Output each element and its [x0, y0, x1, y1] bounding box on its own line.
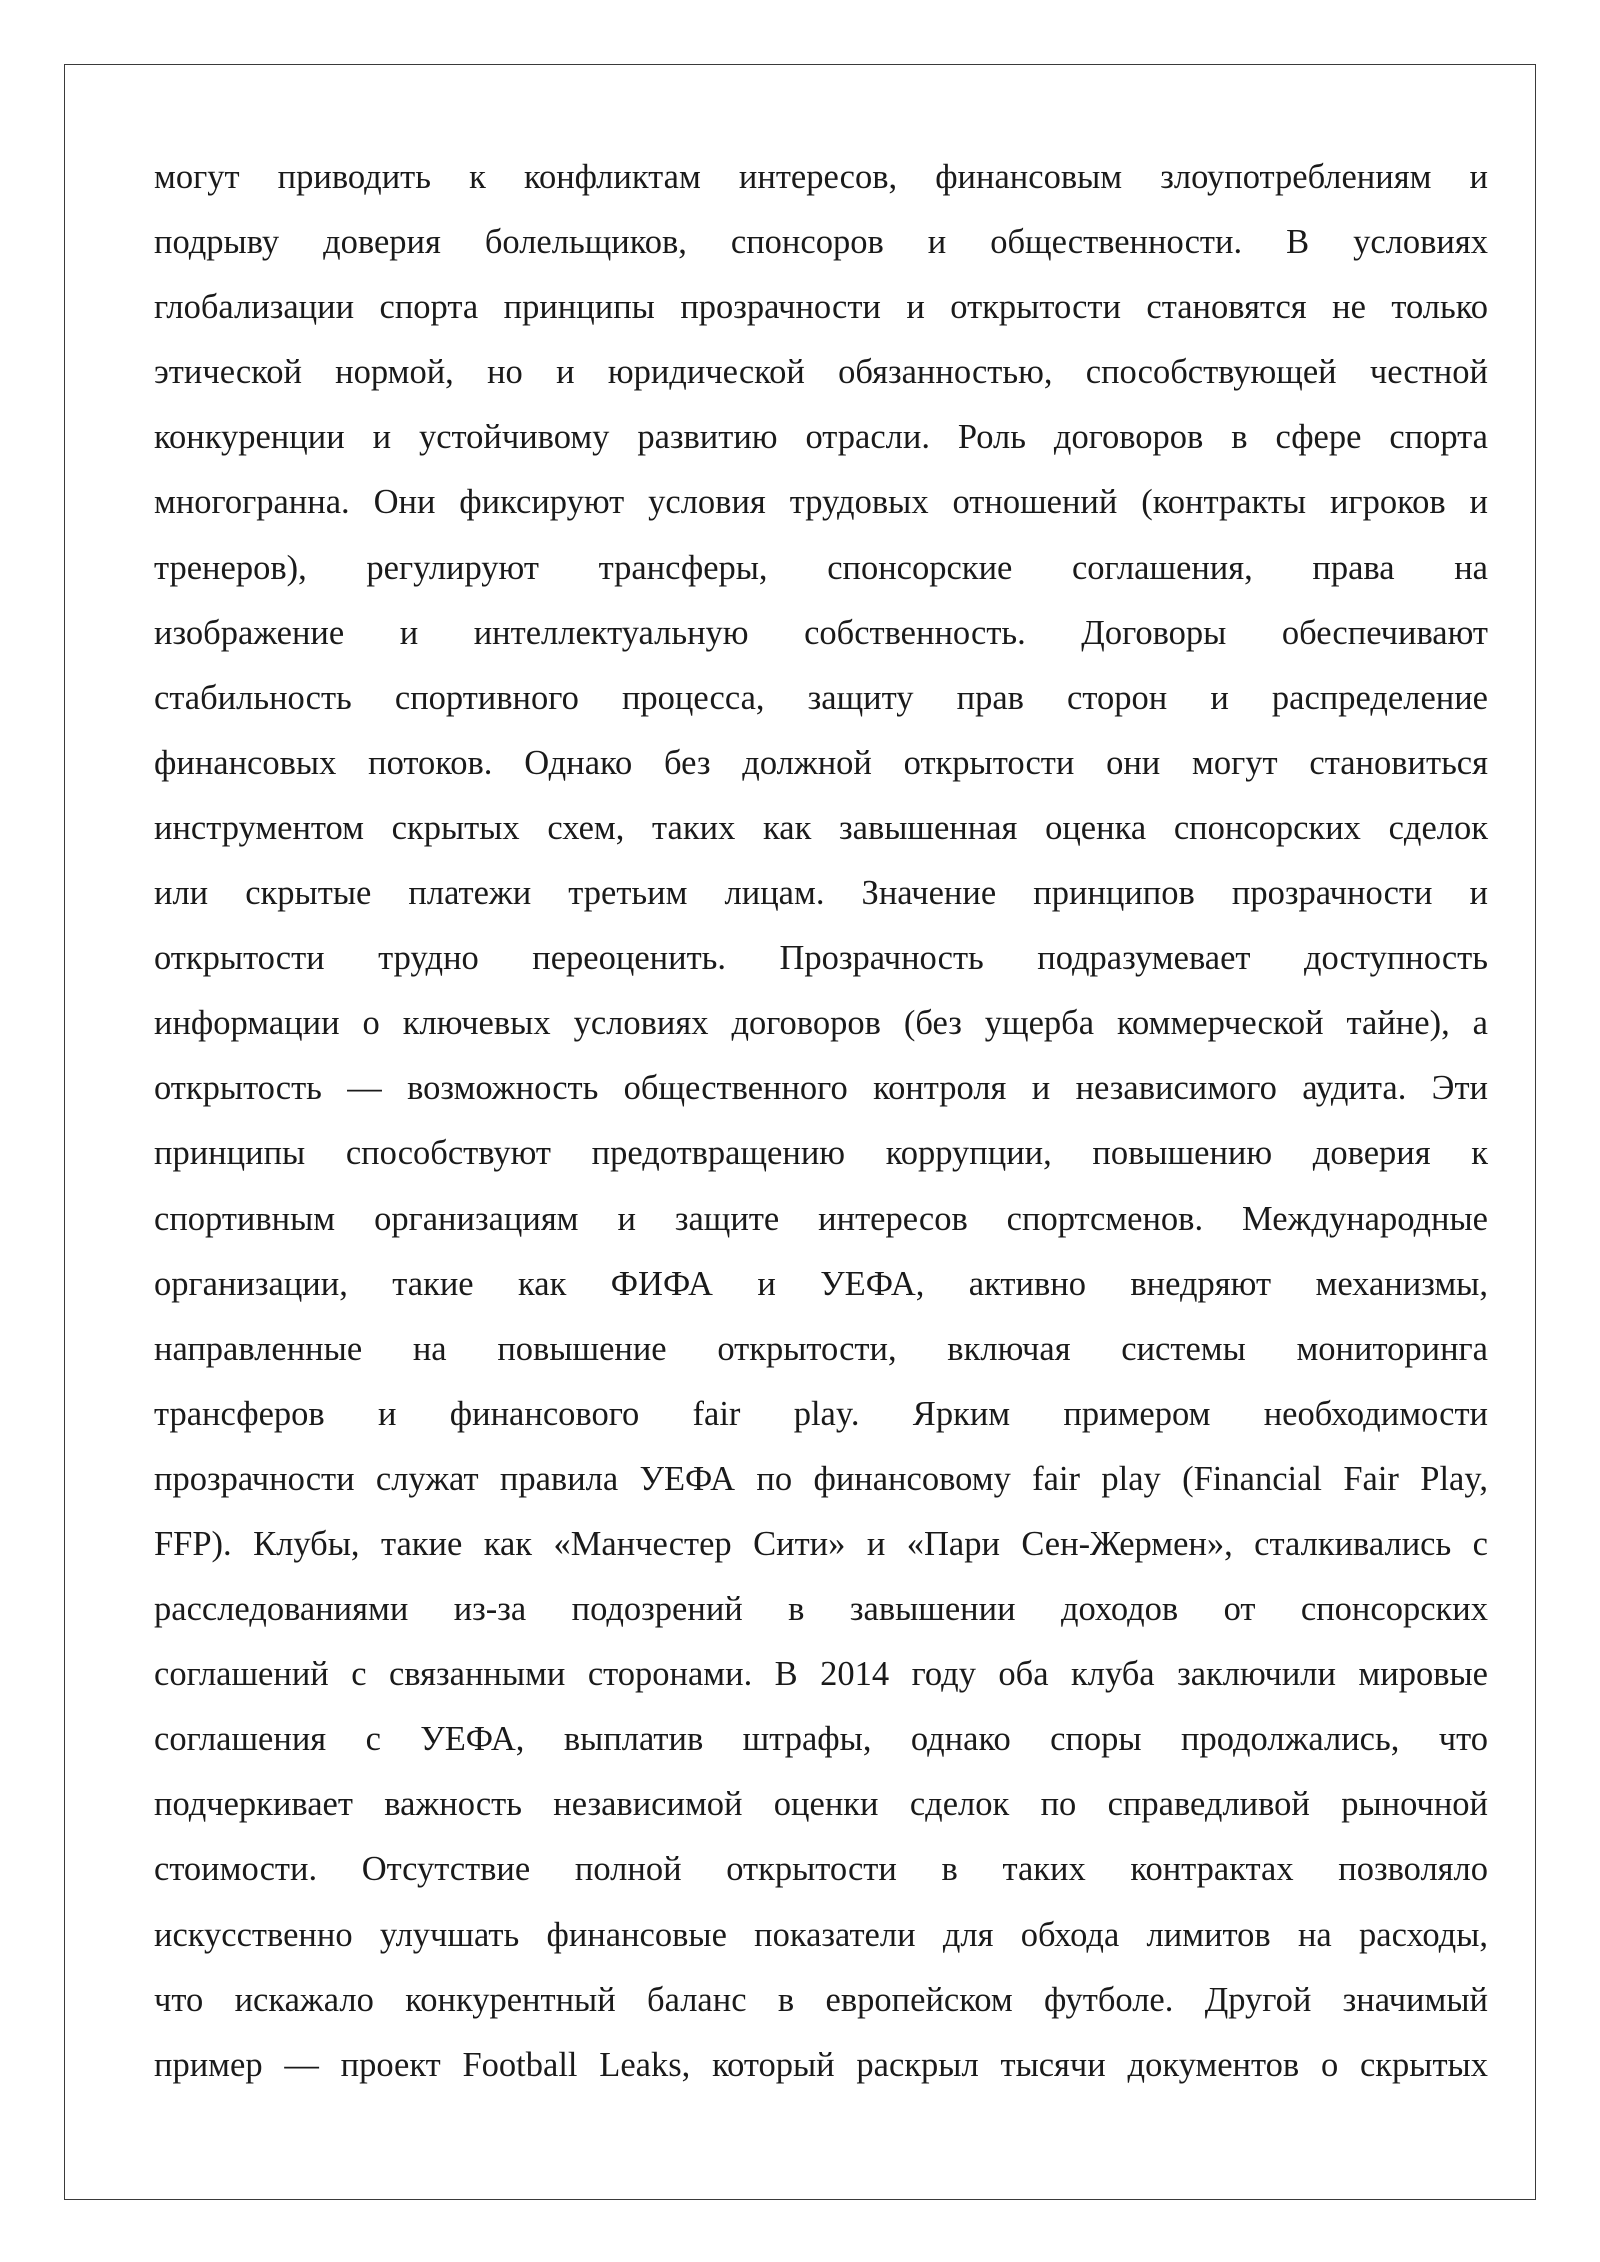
text-line: информации о ключевых условиях договоров (без ущерба коммерческой тайне), а	[154, 1004, 1488, 1043]
text-line: трансферов и финансового fair play. Ярким примером необходимости	[154, 1394, 1488, 1433]
text-line: стоимости. Отсутствие полной открытости в таких контрактах позволяло	[154, 1850, 1488, 1889]
text-line: искусственно улучшать финансовые показатели для обхода лимитов на расходы,	[154, 1915, 1488, 1954]
text-line: открытости трудно переоценить. Прозрачность подразумевает доступность	[154, 939, 1488, 978]
text-line: FFP). Клубы, такие как «Манчестер Сити» и «Пари Сен-Жермен», сталкивались с	[154, 1524, 1488, 1563]
text-line: инструментом скрытых схем, таких как завышенная оценка спонсорских сделок	[154, 808, 1488, 847]
text-line: соглашений с связанными сторонами. В 2014 году оба клуба заключили мировые	[154, 1655, 1488, 1694]
text-line: подрыву доверия болельщиков, спонсоров и общественности. В условиях	[154, 223, 1488, 262]
text-line: или скрытые платежи третьим лицам. Значение принципов прозрачности и	[154, 874, 1488, 913]
text-line: глобализации спорта принципы прозрачности и открытости становятся не только	[154, 288, 1488, 327]
text-line: тренеров), регулируют трансферы, спонсорские соглашения, права на	[154, 548, 1488, 587]
text-line: спортивным организациям и защите интересов спортсменов. Международные	[154, 1199, 1488, 1238]
text-line: могут приводить к конфликтам интересов, финансовым злоупотреблениям и	[154, 158, 1488, 196]
text-line: расследованиями из-за подозрений в завышении доходов от спонсорских	[154, 1590, 1488, 1629]
text-line: открытость — возможность общественного контроля и независимого аудита. Эти	[154, 1069, 1488, 1108]
body-paragraph	[154, 145, 1488, 2098]
text-line: стабильность спортивного процесса, защиту прав сторон и распределение	[154, 678, 1488, 717]
text-line: прозрачности служат правила УЕФА по финансовому fair play (Financial Fair Play,	[154, 1459, 1488, 1498]
text-line: соглашения с УЕФА, выплатив штрафы, однако споры продолжались, что	[154, 1720, 1488, 1759]
text-line: пример — проект Football Leaks, который раскрыл тысячи документов о скрытых	[154, 2045, 1488, 2084]
text-line: что искажало конкурентный баланс в европейском футболе. Другой значимый	[154, 1980, 1488, 2019]
text-line: этической нормой, но и юридической обязанностью, способствующей честной	[154, 353, 1488, 392]
text-line: направленные на повышение открытости, включая системы мониторинга	[154, 1329, 1488, 1368]
text-line: финансовых потоков. Однако без должной открытости они могут становиться	[154, 743, 1488, 782]
text-line: подчеркивает важность независимой оценки сделок по справедливой рыночной	[154, 1785, 1488, 1824]
text-line: принципы способствуют предотвращению коррупции, повышению доверия к	[154, 1134, 1488, 1173]
text-line: организации, такие как ФИФА и УЕФА, активно внедряют механизмы,	[154, 1264, 1488, 1303]
text-line: многогранна. Они фиксируют условия трудовых отношений (контракты игроков и	[154, 483, 1488, 522]
text-line: изображение и интеллектуальную собственность. Договоры обеспечивают	[154, 613, 1488, 652]
text-line: конкуренции и устойчивому развитию отрасли. Роль договоров в сфере спорта	[154, 418, 1488, 457]
